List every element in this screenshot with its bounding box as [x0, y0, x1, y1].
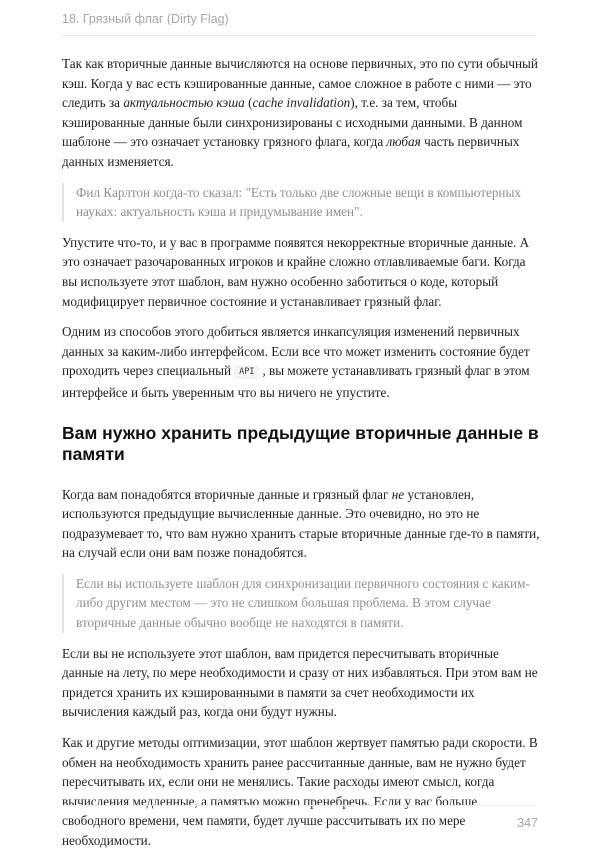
- running-header: [62, 12, 536, 36]
- emphasis-not: не: [391, 486, 405, 502]
- quote-text: Фил Карлтон когда-то сказал: "Есть только две сложные вещи в компьютерных науках: актуальность кэша и придумывание имен".: [76, 184, 521, 220]
- quote-sync-note: [62, 574, 540, 633]
- emphasis-cache-relevance: актуальностью кэша: [123, 95, 245, 111]
- text-run: Так как вторичные данные вычисляются на основе первичных, это по сути обычный кэш. Когда у вас есть кэшированные данные, самое сложное в работе с ними — это следить за: [62, 56, 538, 111]
- page-number: 347: [517, 816, 538, 830]
- paragraph-tradeoff: Как и другие методы оптимизации, этот шаблон жертвует памятью ради скорости. В обмен на необходимость хранить ранее рассчитанные данные, вам не нужно будет пересчитывать их, если они не менялись. Такие расходы имеют смысл, когда вычисления медленные, а памятью можно пренебречь. Если у вас больше свободного времени, чем памяти, будет лучше рассчитывать их по мере необходимости.: [62, 735, 538, 848]
- quote-text: Если вы используете шаблон для синхронизации первичного состояния с каким-либо другим местом — это не слишком большая проблема. В этом случае вторичные данные обычно вообще не находятся в памяти.: [76, 575, 530, 631]
- paragraph-encapsulation: [62, 322, 540, 402]
- section-heading: Вам нужно хранить предыдущие вторичные данные в памяти: [62, 422, 539, 464]
- text-run: Когда вам понадобятся вторичные данные и грязный флаг: [62, 486, 392, 502]
- quote-phil-karlton: [62, 183, 540, 222]
- text-run: часть первичных данных изменяется.: [62, 134, 520, 169]
- inline-code-api: API: [234, 365, 259, 379]
- emphasis-cache-invalidation: cache invalidation: [252, 95, 351, 111]
- text-run: (: [244, 95, 253, 111]
- text-run: Одним из способов этого добиться является инкапсуляция изменений первичных данных за каким-либо интерфейсом. Если все что может изменить состояние будет проходить через специальный: [62, 324, 530, 379]
- text-run: установлен, используются предыдущие вычисленные данные. Это очевидно, но это не подразумевает то, что вам нужно хранить старые вторичные данные где-то в памяти, на случай если они вам позже понадобятся.: [62, 486, 540, 561]
- page-content: [62, 54, 540, 862]
- footer-divider: [62, 805, 536, 806]
- text-run: , вы можете устанавливать грязный флаг в этом интерфейсе и быть уверенным что вы ничего не упустите.: [62, 363, 530, 400]
- paragraph-previous-data: [62, 485, 540, 563]
- chapter-title: 18. Грязный флаг (Dirty Flag): [62, 12, 229, 26]
- emphasis-any: любая: [386, 134, 421, 150]
- paragraph-cache-invalidation: [62, 54, 540, 172]
- paragraph-missed-updates: Упустите что-то, и у вас в программе появятся некорректные вторичные данные. А это означает разочарованных игроков и крайне сложно отлавливаемые баги. Когда вы используете этот шаблон, вам нужно особенно заботиться о коде, который модифицирует первичное состояние и устанавливает грязный флаг.: [62, 234, 530, 309]
- text-run: ), т.е. за тем, чтобы кэшированные данные были синхронизированы с исходными данными. В данном шаблоне — это означает установку грязного флага, когда: [62, 95, 523, 150]
- paragraph-recompute: Если вы не используете этот шаблон, вам придется пересчитывать вторичные данные на лету, по мере необходимости и сразу от них избавляться. При этом вам не придется хранить их кэшированными в памяти за счет необходимости их вычисления каждый раз, когда они будут нужны.: [62, 645, 538, 720]
